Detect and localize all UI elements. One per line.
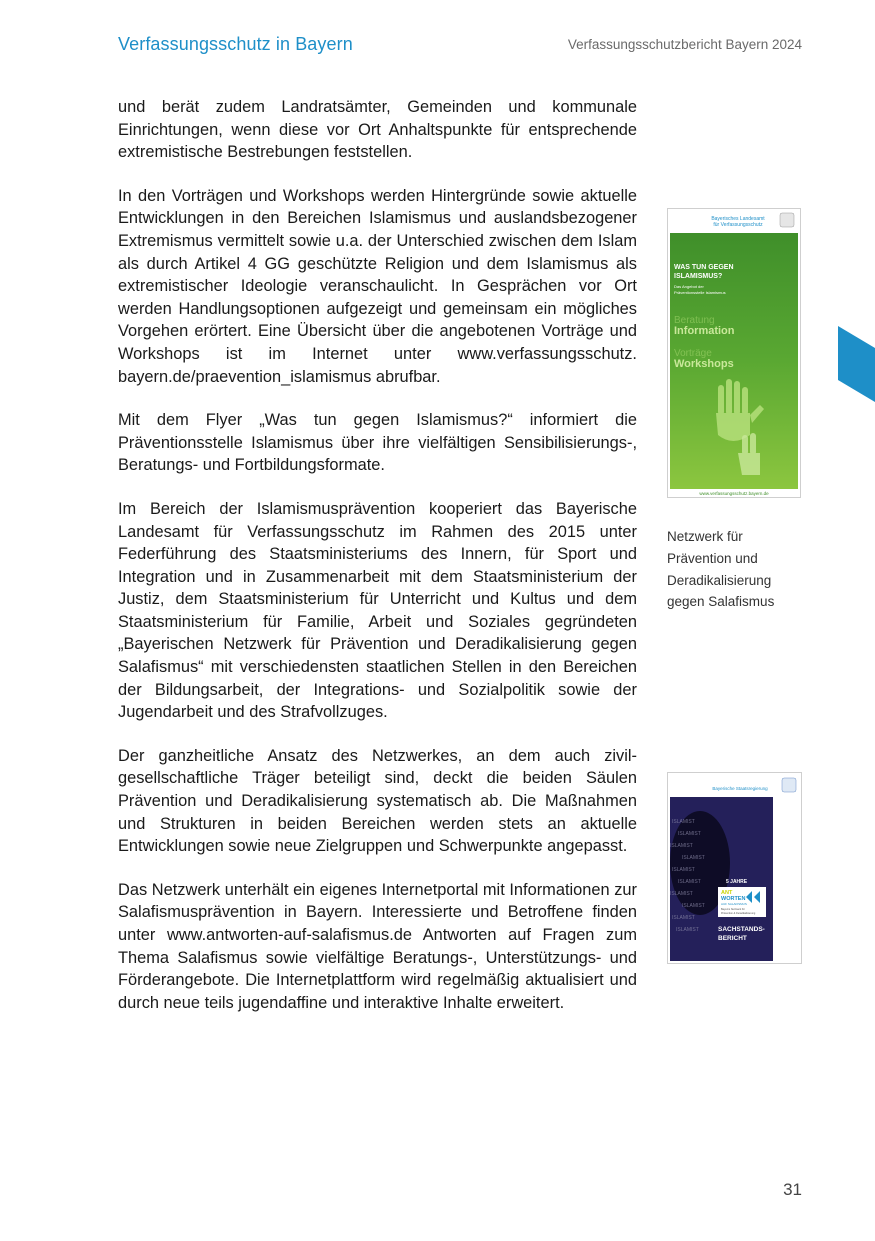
svg-text:ISLAMIST: ISLAMIST: [672, 915, 695, 921]
logo-line3: AUF SALAFISMUS: [721, 902, 747, 906]
flyer-ghost-word-2: Vorträge: [674, 348, 712, 359]
report-years: 5 JAHRE: [726, 879, 748, 885]
flyer-title-line2: ISLAMISMUS?: [674, 273, 723, 280]
logo-sub1: Bayerns Netzwerk für: [721, 908, 745, 911]
running-header-section: Verfassungsschutz in Bayern: [118, 34, 353, 54]
logo-sub2: Prävention & Deradikalisierung: [721, 912, 756, 915]
flyer-was-tun-gegen-islamismus-image: [667, 208, 801, 498]
chapter-tab-marker: [838, 326, 875, 402]
report-issuer: Bayerische Staatsregierung: [712, 786, 768, 791]
svg-text:ISLAMIST: ISLAMIST: [682, 903, 705, 909]
sachstandsbericht-cover-image: [667, 772, 802, 964]
coat-of-arms-icon: [782, 778, 796, 792]
main-text-column: [118, 96, 637, 1014]
flyer-issuer-line2: für Verfassungsschutz: [713, 222, 763, 228]
flyer-url: www.verfassungsschutz.bayern.de: [699, 491, 769, 496]
flyer-subtitle-line1: Das Angebot der: [674, 284, 704, 289]
paragraph-internet-portal: Das Netzwerk unterhält ein eigenes Internetportal mit Informationen zur Salafismusprävention in Bayern. Interessierte und Betroffene finden unter www.antworten-auf-salafismus.de Antworten auf Fragen zum Thema Salafismus sowie vielfältige Beratungs-, Unterstützungs- und Förderangebote. Die Internetplattform wird regelmäßig aktualisiert und durch neue teils jugendaffine und interaktive Inhalte erweitert.: [118, 880, 637, 1012]
paragraph-flyer: Mit dem Flyer „Was tun gegen Islamismus?“ informiert die Präventionsstelle Islamismus über ihre vielfältigen Sensibilisierungs-, Beratungs- und Fortbildungsformate.: [118, 411, 637, 475]
margin-note-line1: Netzwerk für: [667, 529, 743, 544]
svg-text:ISLAMIST: ISLAMIST: [682, 855, 705, 861]
paragraph-talks-workshops: In den Vorträgen und Workshops werden Hintergründe sowie aktuelle Entwicklungen in den Bereichen Islamismus und auslandsbezogener Extremismus vermittelt sowie u.a. der Unterschied zwischen dem Islam als durch Artikel 4 GG geschützte Religion und dem Islamismus als extremistischer Ideologie veranschaulicht. In Gesprächen vor Ort werden Handlungsoptionen aufgezeigt und gemeinsam ein mögliches Vorgehen erörtert. Eine Übersicht über die angebotenen Vorträge und Workshops ist im Internet unter www.verfassungsschutz.​bayern.de/praevention_islamismus abrufbar.: [118, 186, 637, 386]
margin-note-line3: Deradikalisierung: [667, 572, 772, 588]
margin-note-line2: Prävention und: [667, 550, 758, 566]
running-header-publication: Verfassungsschutzbericht Bayern 2024: [567, 37, 802, 52]
report-cover-graphic: [668, 773, 801, 963]
svg-text:ISLAMIST: ISLAMIST: [678, 831, 701, 837]
page-number: 31: [783, 1180, 802, 1199]
flyer-subtitle-line2: Präventionsstelle Islamismus: [674, 290, 726, 295]
svg-text:ISLAMIST: ISLAMIST: [670, 843, 693, 849]
paragraph-advice: und berät zudem Landratsämter, Gemeinden und kommunale Einrichtungen, wenn diese vor Ort Anhaltspunkte für entsprechende extremistische Bestrebungen feststellen.: [118, 98, 637, 162]
paragraph-network-cooperation: Im Bereich der Islamismusprävention kooperiert das Bayerische Landesamt für Verfassungsschutz im Rahmen des 2015 unter Federführung des Staatsministeriums des Innern, für Sport und Integration und in Zusammenarbeit mit dem Staatsministerium der Justiz, dem Staatsministerium für Unterricht und Kultus und dem Staatsministerium für Familie, Arbeit und Soziales gegründeten „Bayerischen Netzwerk für Prävention und Deradikalisierung gegen Salafismus“ mit verschiedensten staatlichen Stellen in den Bereichen der Bildungsarbeit, der Integrations- und Sozialpolitik sowie der Jugendarbeit und des Strafvollzuges.: [118, 499, 637, 722]
report-title-line2: BERICHT: [718, 935, 747, 942]
flyer-word-1: Information: [674, 325, 735, 337]
svg-text:ISLAMIST: ISLAMIST: [672, 867, 695, 873]
margin-note: [667, 526, 827, 613]
logo-line1: ANT: [721, 890, 733, 896]
flyer-title-line1: WAS TUN GEGEN: [674, 264, 734, 271]
svg-text:ISLAMIST: ISLAMIST: [678, 879, 701, 885]
paragraph-holistic-approach: Der ganzheitliche Ansatz des Netzwerkes, an dem auch zivilgesellschaftliche Träger beteiligt sind, deckt die beiden Säulen Prävention und Deradikalisierung systematisch ab. Die Maßnahmen und Strukturen in beiden Bereichen werden stets an aktuelle Entwicklungen sowie neue Zielgruppen und Schwerpunkte angepasst.: [118, 746, 637, 856]
svg-text:ISLAMIST: ISLAMIST: [672, 819, 695, 825]
flyer-issuer-line1: Bayerisches Landesamt: [711, 216, 765, 222]
flyer-word-2: Workshops: [674, 358, 734, 370]
svg-text:ISLAMIST: ISLAMIST: [676, 927, 699, 933]
flyer-ghost-word-1: Beratung: [674, 315, 715, 326]
margin-note-line4: gegen Salafismus: [667, 594, 775, 610]
report-title-line1: SACHSTANDS-: [718, 926, 765, 933]
flyer-cover-graphic: [668, 209, 800, 497]
svg-text:ISLAMIST: ISLAMIST: [670, 891, 693, 897]
logo-line2: WORTEN: [721, 896, 746, 902]
coat-of-arms-icon: [780, 213, 794, 227]
